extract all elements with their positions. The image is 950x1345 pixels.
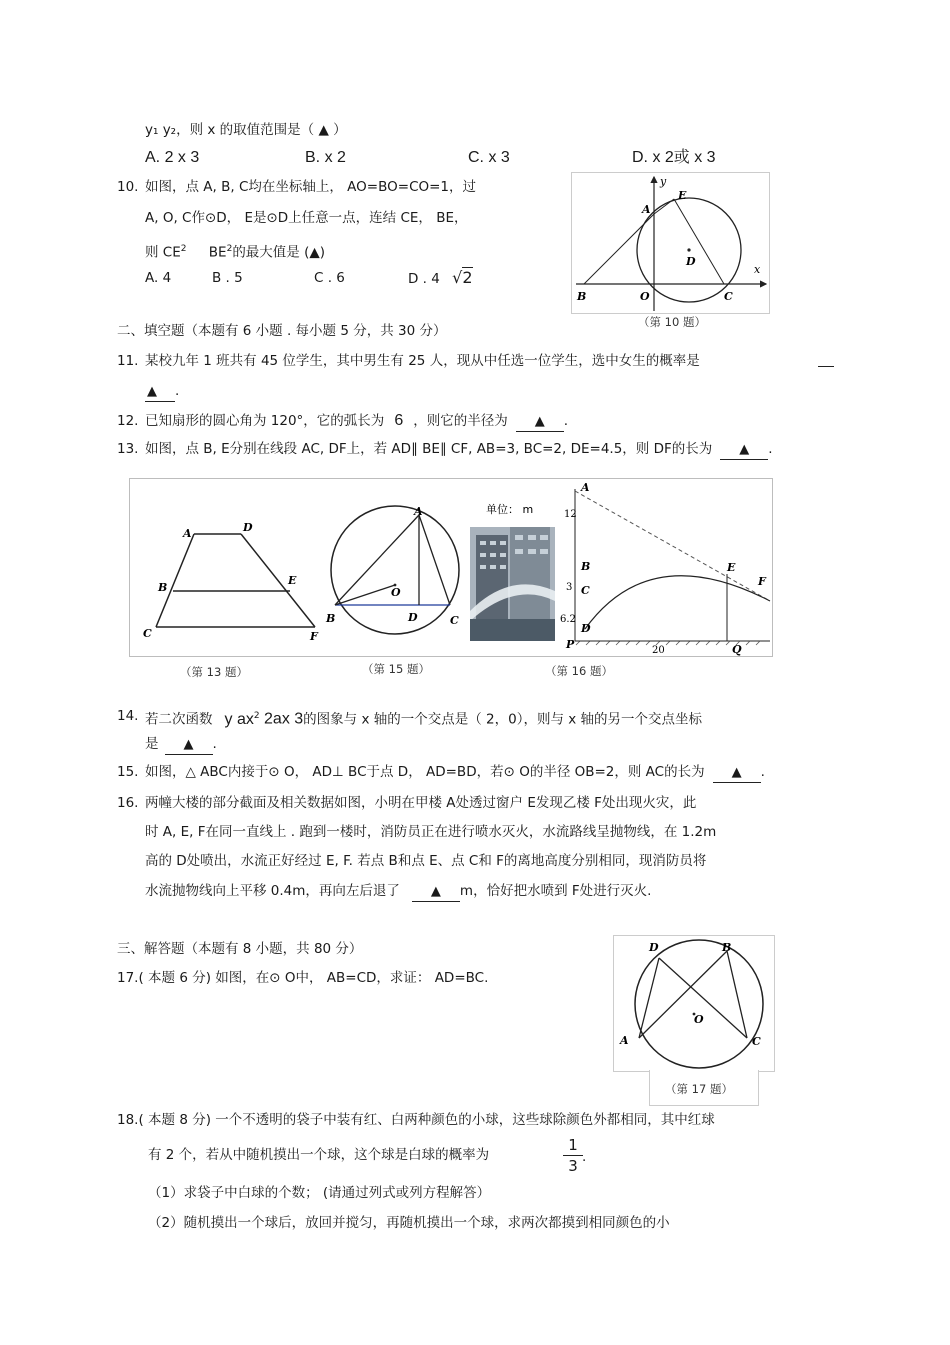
q12-number: 12. xyxy=(117,413,139,429)
fig16-label-a: A xyxy=(581,481,590,494)
label-e: E xyxy=(678,189,687,202)
fig16-label-c: C xyxy=(581,584,590,597)
q10-ce: 则 CE xyxy=(145,244,181,261)
figure-17-caption: （第 17 题） xyxy=(665,1082,733,1096)
q14-formula: y ax xyxy=(224,710,254,728)
q12-text: 已知扇形的圆心角为 120°，它的弧长为 6 ，则它的半径为 ▲ . xyxy=(145,412,568,432)
fig13-label-e: E xyxy=(288,574,297,587)
figure-17 xyxy=(613,935,775,1072)
q14-line2: 是 ▲ . xyxy=(145,735,217,755)
section-3-heading: 三、解答题（本题有 8 小题，共 80 分） xyxy=(117,941,363,957)
q9-option-a: A. 2 x 3 xyxy=(145,149,200,166)
segment-df xyxy=(241,534,315,627)
q17-text: 17.( 本题 6 分) 如图，在⊙ O中， AB=CD，求证： AD=BC. xyxy=(117,970,489,986)
fig16-unit: 单位： m xyxy=(486,503,534,516)
q16-line2: 时 A, E, F在同一直线上 . 跑到一楼时，消防员正在进行喷水灭火，水流路线呈抛物线，在 1.2m xyxy=(145,824,717,840)
fig15-label-b: B xyxy=(326,612,336,625)
label-b: B xyxy=(577,290,587,303)
q18-period: . xyxy=(582,1149,587,1165)
figures-13-15-16 xyxy=(129,478,773,657)
fig13-label-b: B xyxy=(158,581,168,594)
fig15-label-c: C xyxy=(450,614,459,627)
fraction-numerator: 1 xyxy=(563,1135,583,1156)
line-aef xyxy=(575,491,770,601)
q9-option-c: C. x 3 xyxy=(468,149,510,166)
q18-fraction xyxy=(563,1135,583,1176)
q13-answer: ▲ xyxy=(720,441,768,460)
q10-be: BE xyxy=(204,244,227,261)
figure-10 xyxy=(571,172,770,314)
segment-bc xyxy=(727,951,747,1038)
q11-answer: ▲ xyxy=(145,383,175,402)
fig17-label-a: A xyxy=(620,1034,629,1047)
segment-ad xyxy=(639,958,659,1038)
q9-option-b: B. x 2 xyxy=(305,149,346,166)
figure-10-caption: （第 10 题） xyxy=(638,315,706,329)
q18-sub2: （2）随机摸出一个球后，放回并搅匀，再随机摸出一个球，求两次都摸到相同颜色的小 xyxy=(148,1215,670,1231)
segment-ec xyxy=(674,199,724,284)
segment-ae xyxy=(654,199,674,214)
fig15-label-a: A xyxy=(414,505,423,518)
fig16-label-d: D xyxy=(581,622,591,635)
q18-line1: 18.( 本题 8 分) 一个不透明的袋子中装有红、白两种颜色的小球，这些球除颜色外都相同，其中红球 xyxy=(117,1112,715,1128)
label-y: y xyxy=(660,175,667,188)
fig13-label-a: A xyxy=(183,527,192,540)
q16-number: 16. xyxy=(117,795,139,811)
segment-ac xyxy=(419,515,450,605)
circle-o-17 xyxy=(635,940,763,1068)
fig17-label-o: O xyxy=(694,1013,704,1026)
label-d: D xyxy=(686,255,696,268)
building-photo xyxy=(470,527,555,641)
center-d xyxy=(687,248,690,251)
fig13-label-c: C xyxy=(143,627,152,640)
q9-condition: y₁ y₂，则 x 的取值范围是（ ▲ ） xyxy=(145,122,347,138)
fig16-label-b: B xyxy=(581,560,591,573)
fig16-label-e: E xyxy=(727,561,736,574)
segment-dc xyxy=(659,958,747,1038)
fig17-label-c: C xyxy=(752,1035,761,1048)
q11-text: 某校九年 1 班共有 45 位学生，其中男生有 25 人，现从中任选一位学生，选中女生的概率是 xyxy=(145,353,700,369)
label-a: A xyxy=(642,203,651,216)
q16-line3: 高的 D处喷出，水流正好经过 E, F. 若点 B和点 E、点 C和 F的离地高度分别相同，现消防员将 xyxy=(145,853,707,869)
q10-line1: 如图，点 A, B, C均在坐标轴上， AO=BO=CO=1，过 xyxy=(145,179,477,195)
q10-option-d: D . 4 √2 xyxy=(408,268,473,287)
dim-12: 12 xyxy=(564,509,577,520)
q9-option-d: D. x 2或 x 3 xyxy=(632,149,716,166)
water-parabola xyxy=(585,576,770,629)
q14-text: 若二次函数 y $ax^2$ 2ax 3的图象与 x 轴的一个交点是（ 2，0），则与 x 轴的另一个交点坐标 xyxy=(145,710,703,728)
figure-10-svg xyxy=(572,173,769,313)
q18-sub1: （1）求袋子中白球的个数； (请通过列式或列方程解答） xyxy=(148,1185,491,1201)
q10-sq1: 2 xyxy=(180,244,187,254)
q13-text: 如图，点 B, E分别在线段 AC, DF上，若 AD∥ BE∥ CF, AB=3, BC=2, DE=4.5，则 DF的长为 ▲ . xyxy=(145,440,773,460)
q16-answer: ▲ xyxy=(412,883,460,902)
q16-line1: 两幢大楼的部分截面及相关数据如图，小明在甲楼 A处透过窗户 E发现乙楼 F处出现火灾，此 xyxy=(145,795,697,811)
q10-max: 的最大值是 (▲) xyxy=(232,244,326,261)
figure-16 xyxy=(560,481,770,656)
q10-option-a: A. 4 xyxy=(145,270,172,286)
q10-sq2: 2 xyxy=(226,244,233,254)
fig13-label-d: D xyxy=(243,521,253,534)
dim-20: 20 xyxy=(652,645,665,656)
segment-ba xyxy=(639,951,727,1038)
q12-answer: ▲ xyxy=(516,413,564,432)
figure-15 xyxy=(325,505,459,634)
q10-option-b: B . 5 xyxy=(212,270,243,286)
dim-3: 3 xyxy=(566,582,573,593)
fig15-label-d: D xyxy=(408,611,418,624)
section-2-heading: 二、填空题（本题有 6 小题 . 每小题 5 分，共 30 分） xyxy=(117,323,447,339)
label-c: C xyxy=(724,290,733,303)
label-x: x xyxy=(754,263,761,276)
segment-ba xyxy=(584,214,654,284)
q11-blank-start xyxy=(818,352,834,367)
figures-svg xyxy=(130,479,772,656)
fig16-label-f: F xyxy=(758,575,766,588)
figure-13-caption: （第 13 题） xyxy=(180,665,248,679)
q15-number: 15. xyxy=(117,764,139,780)
fig17-label-b: B xyxy=(722,941,732,954)
q10-line2: A, O, C作⊙D， E是⊙D上任意一点，连结 CE， BE， xyxy=(145,210,468,226)
q16-line4: 水流抛物线向上平移 0.4m，再向左后退了 ▲ m，恰好把水喷到 F处进行灭火. xyxy=(145,882,651,902)
fig16-label-p: P xyxy=(566,638,575,651)
figure-17-svg xyxy=(614,936,774,1071)
q10-line3 xyxy=(145,240,325,262)
label-o: O xyxy=(640,290,650,303)
figure-16-caption: （第 16 题） xyxy=(545,664,613,678)
q13-number: 13. xyxy=(117,441,139,457)
q12-arc-length: 6 xyxy=(394,412,404,429)
sqrt-sign: √2 xyxy=(452,268,473,287)
circle-o xyxy=(331,506,459,634)
fig13-label-f: F xyxy=(310,630,318,643)
q11-answer-line: ▲ . xyxy=(145,382,179,402)
q11-number: 11. xyxy=(117,353,139,369)
figure-15-caption: （第 15 题） xyxy=(362,662,430,676)
fraction-denominator: 3 xyxy=(568,1157,578,1175)
fig15-label-o: O xyxy=(391,586,401,599)
q14-number: 14. xyxy=(117,708,139,724)
q15-answer: ▲ xyxy=(713,764,761,783)
dim-6-2: 6.2 xyxy=(560,614,576,625)
q10-number: 10. xyxy=(117,179,139,195)
fig16-label-q: Q xyxy=(732,643,742,656)
fig17-label-d: D xyxy=(649,941,659,954)
q14-answer: ▲ xyxy=(165,736,213,755)
q10-option-c: C . 6 xyxy=(314,270,345,286)
figure-13 xyxy=(143,521,319,643)
q15-text: 如图，△ ABC内接于⊙ O， AD⊥ BC于点 D， AD=BD，若⊙ O的半径 OB=2，则 AC的长为 ▲ . xyxy=(145,763,765,783)
q18-line2: 有 2 个，若从中随机摸出一个球，这个球是白球的概率为 xyxy=(148,1147,490,1163)
